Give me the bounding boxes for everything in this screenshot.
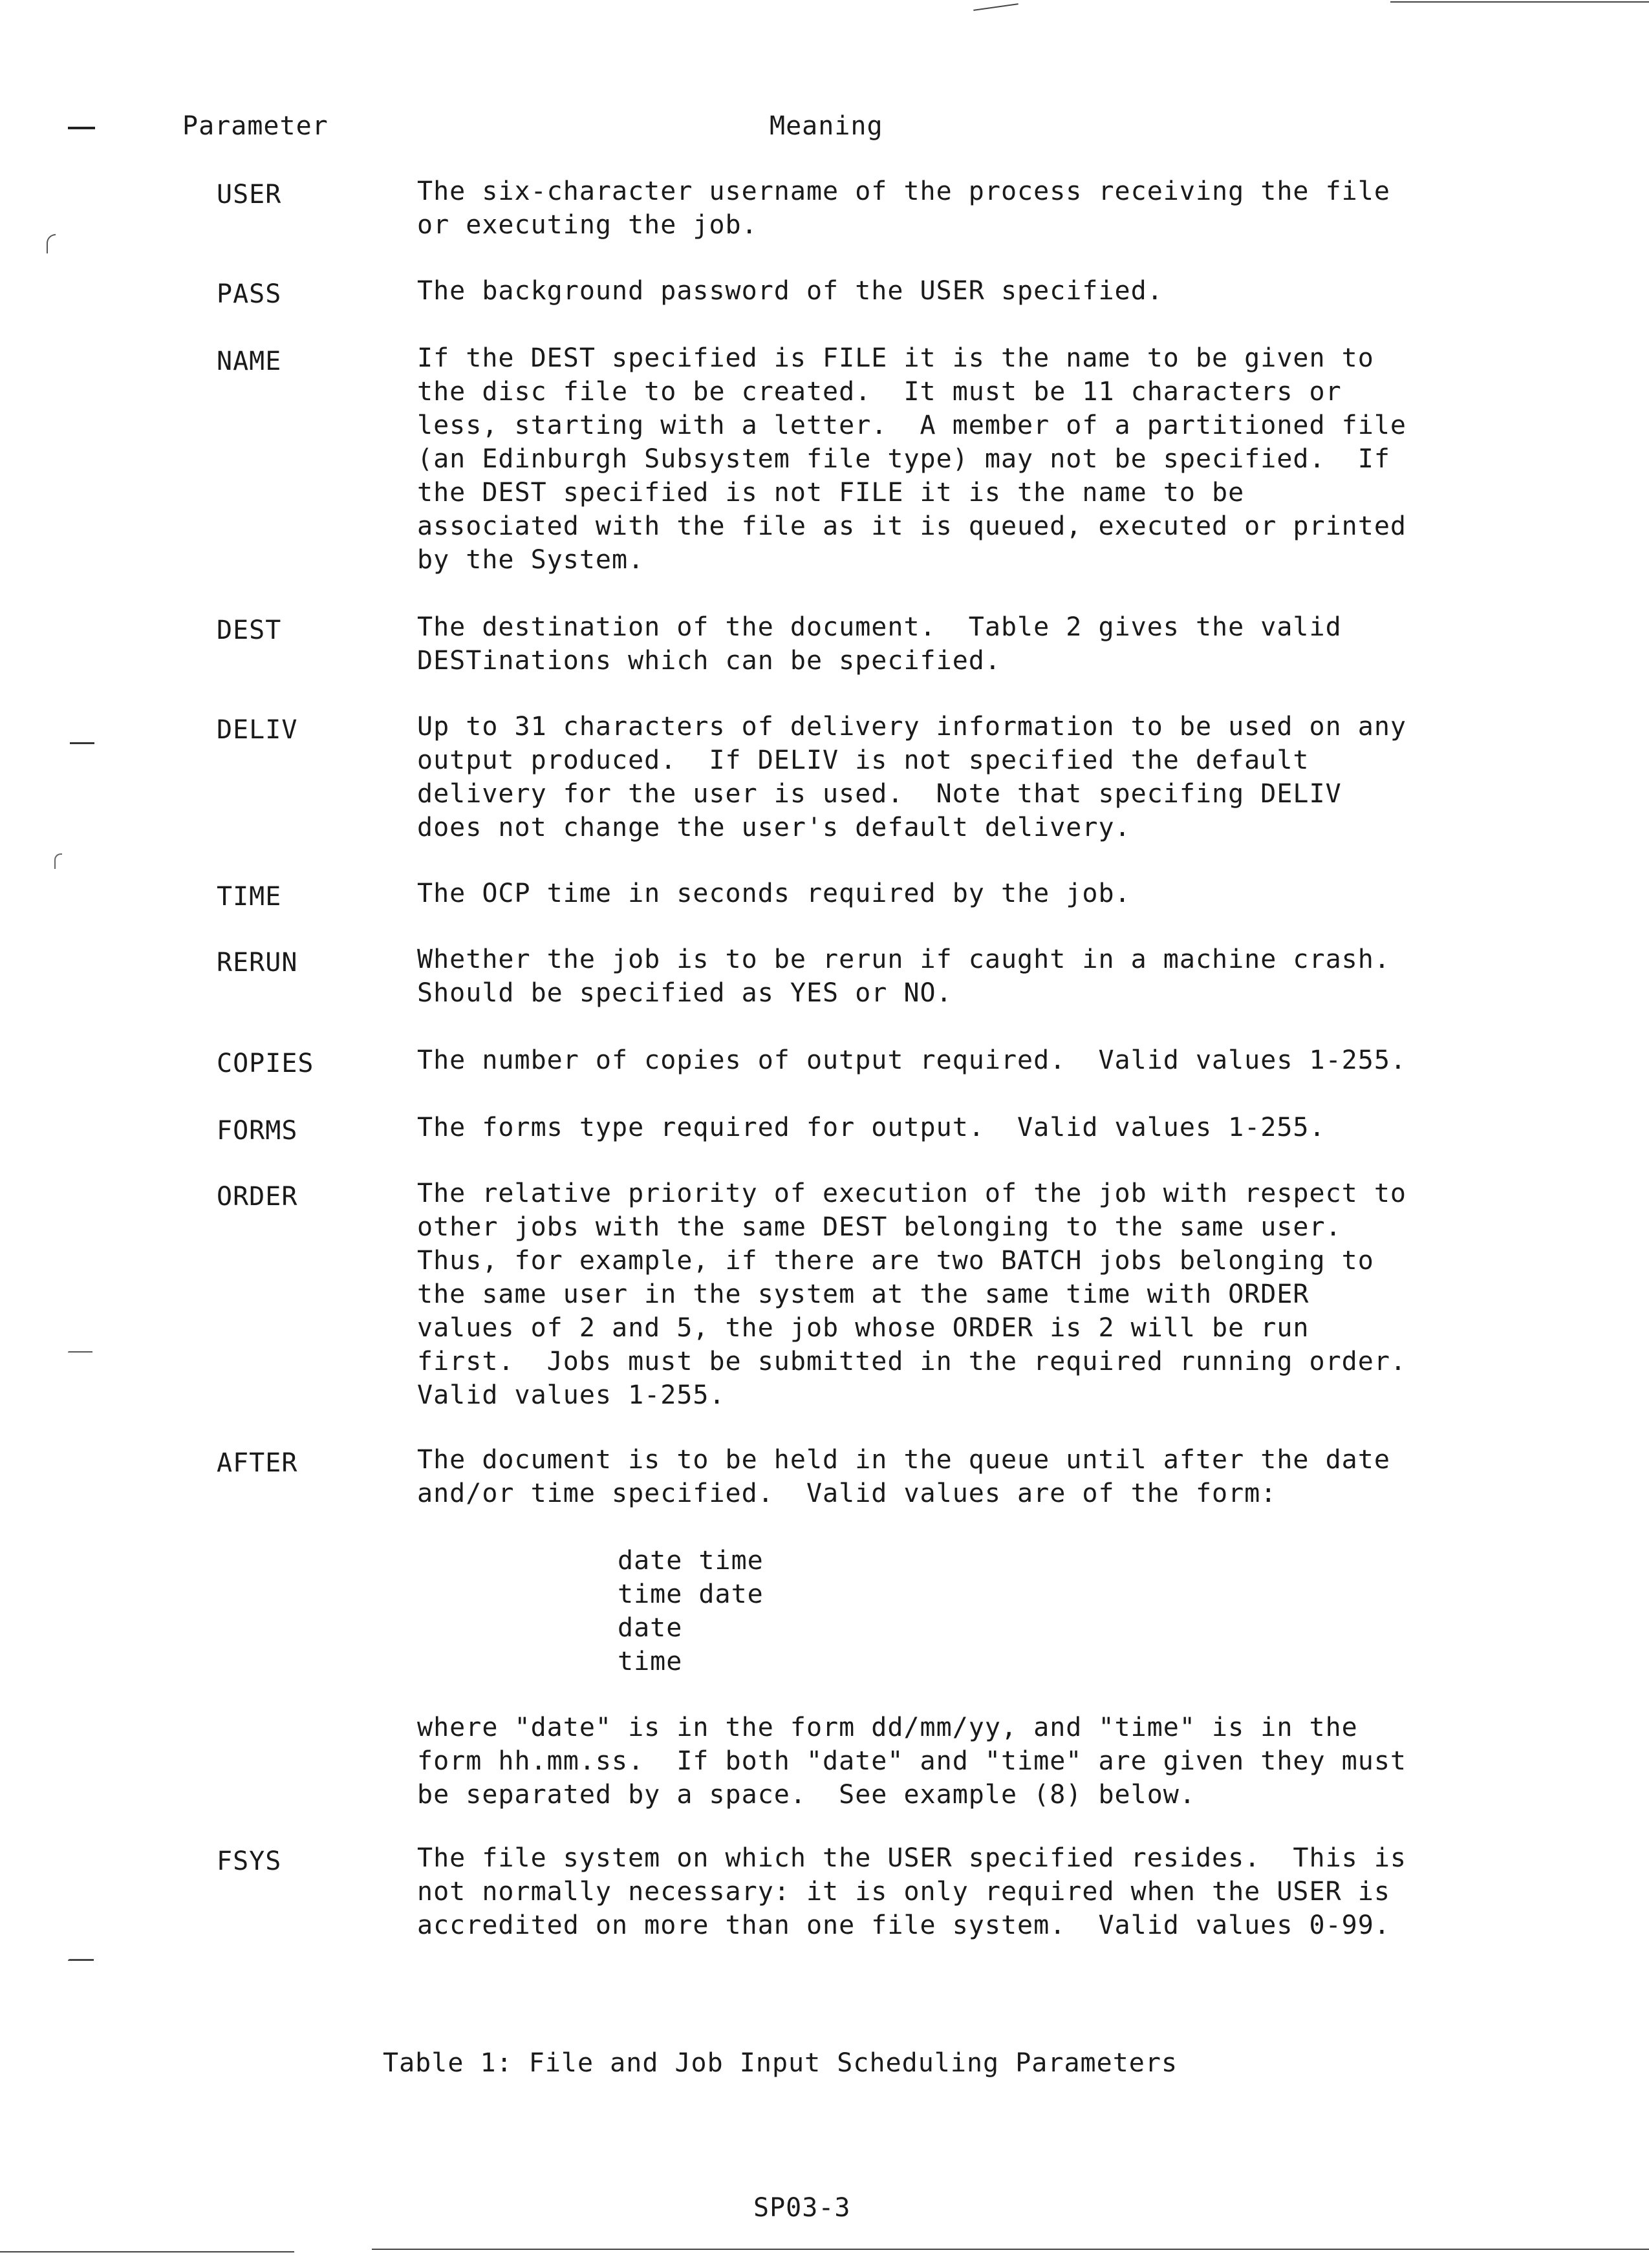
top-rule (1390, 1, 1649, 3)
param-dest: DEST (217, 615, 282, 645)
column-header-meaning: Meaning (770, 111, 883, 141)
param-deliv: DELIV (217, 715, 298, 745)
meaning-forms: The forms type required for output. Valid values 1-255. (417, 1113, 1326, 1142)
meaning-rerun: Whether the job is to be rerun if caught in a machine crash. Should be specified as YES or NO. (417, 945, 1390, 1008)
after-format-note: where "date" is in the form dd/mm/yy, and "time" is in the form hh.mm.ss. If both "date" and "time" are given they must be separated by a space. See example (8) below. (417, 1713, 1407, 1810)
bottom-rule-right (372, 2249, 1649, 2250)
meaning-copies: The number of copies of output required. Valid values 1-255. (417, 1045, 1407, 1075)
meaning-time: The OCP time in seconds required by the job. (417, 879, 1131, 908)
column-header-parameter: Parameter (182, 111, 329, 141)
param-copies: COPIES (217, 1049, 314, 1078)
param-rerun: RERUN (217, 948, 298, 978)
table-caption: Table 1: File and Job Input Scheduling Parameters (383, 2048, 1178, 2078)
margin-mark (54, 853, 62, 869)
top-tick (973, 3, 1018, 11)
meaning-order: The relative priority of execution of the job with respect to other jobs with the same DEST belonging to the same user. Thus, for example, if there are two BATCH jobs belonging to the same user in the system at the same time with ORDER values of 2 and 5, the job whose ORDER is 2 will be run first. Jobs must be submitted in the required running order. Valid values 1-255. (417, 1179, 1407, 1410)
margin-mark (68, 127, 95, 129)
param-time: TIME (217, 882, 282, 912)
page-number: SP03-3 (753, 2193, 851, 2223)
meaning-deliv: Up to 31 characters of delivery information to be used on any output produced. If DELIV is not specified the default delivery for the user is used. Note that specifing DELIV does not change the user's default delivery. (417, 712, 1407, 842)
margin-mark (68, 1351, 92, 1353)
param-user: USER (217, 180, 282, 209)
param-name: NAME (217, 347, 282, 376)
margin-mark (70, 742, 94, 744)
margin-mark (68, 1959, 94, 1961)
meaning-after: The document is to be held in the queue until after the date and/or time specified. Valid values are of the form: (417, 1445, 1390, 1508)
meaning-pass: The background password of the USER specified. (417, 276, 1163, 306)
param-fsys: FSYS (217, 1846, 282, 1876)
after-format-list: date time time date date time (618, 1546, 764, 1676)
meaning-user: The six-character username of the process receiving the file or executing the job. (417, 177, 1390, 240)
param-pass: PASS (217, 279, 282, 309)
margin-mark (47, 234, 56, 253)
meaning-name: If the DEST specified is FILE it is the name to be given to the disc file to be created. It must be 11 characters or less, starting with a letter. A member of a partitioned file (an Edinburgh Subsystem file type) may not be specified. If the DEST specified is not FILE it is the name to be associated with the file as it is queued, executed or printed by the System. (417, 343, 1407, 575)
param-forms: FORMS (217, 1116, 298, 1146)
param-after: AFTER (217, 1448, 298, 1478)
param-order: ORDER (217, 1182, 298, 1212)
bottom-rule-left (0, 2251, 294, 2252)
meaning-dest: The destination of the document. Table 2 gives the valid DESTinations which can be specified. (417, 612, 1342, 676)
meaning-fsys: The file system on which the USER specified resides. This is not normally necessary: it is only required when the USER is accredited on more than one file system. Valid values 0-99. (417, 1843, 1407, 1940)
